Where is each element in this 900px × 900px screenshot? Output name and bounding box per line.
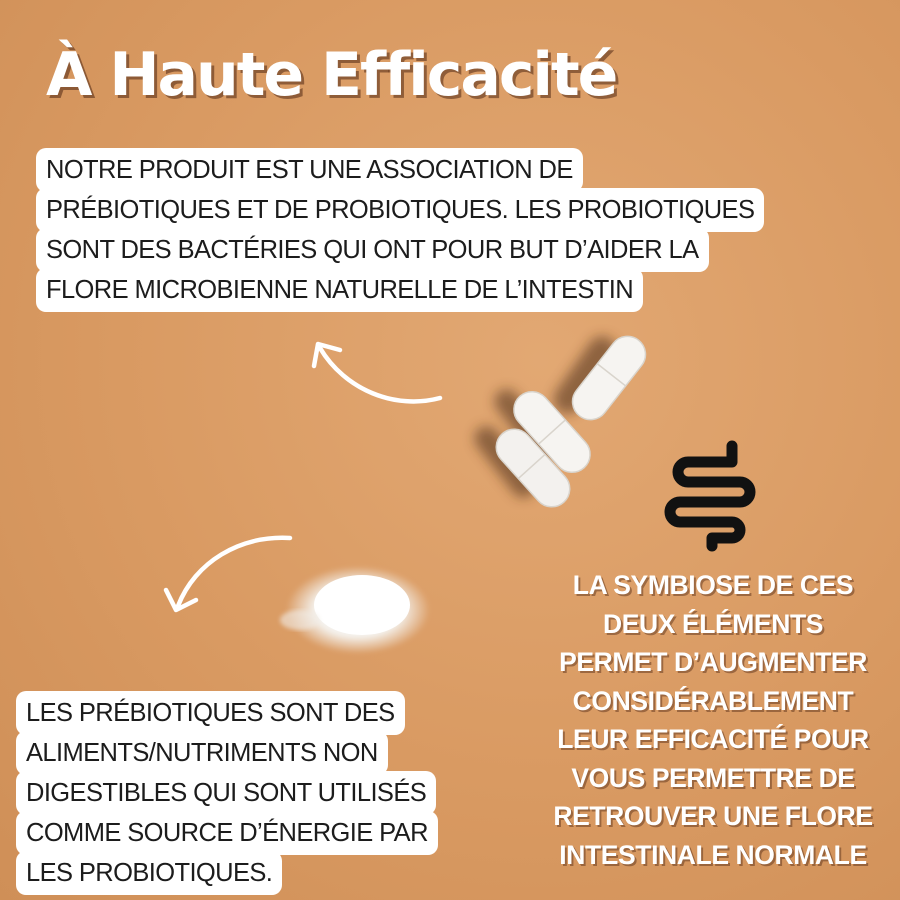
bottom-box-line: LES PROBIOTIQUES. [16,851,282,895]
bottom-box-line: COMME SOURCE D’ÉNERGIE PAR [16,811,438,855]
symbiose-line: VOUS PERMETTRE DE [571,762,855,793]
symbiose-line: INTESTINALE NORMALE [559,839,867,870]
bottom-text-box [16,695,438,895]
symbiose-text [540,566,886,874]
bottom-box-line: ALIMENTS/NUTRIMENTS NON [16,731,388,775]
top-text-box [36,152,764,312]
page-title: À Haute Efficacité [46,40,617,110]
symbiose-line: LA SYMBIOSE DE CES [572,570,854,600]
top-box-line: FLORE MICROBIENNE NATURELLE DE L’INTESTIN [36,268,643,312]
top-box-line: SONT DES BACTÉRIES QUI ONT POUR BUT D’AIDER LA [36,228,709,272]
curved-arrow-up-left-icon [314,344,440,401]
bottom-box-line: LES PRÉBIOTIQUES SONT DES [16,691,405,735]
symbiose-line: RETROUVER UNE FLORE [553,801,873,831]
intestine-icon [670,446,750,546]
symbiose-line: LEUR EFFICACITÉ POUR [557,724,869,754]
curved-arrow-down-left-icon [166,538,290,610]
symbiose-line: DEUX ÉLÉMENTS [602,608,824,639]
symbiose-line: PERMET D’AUGMENTER [559,647,867,677]
powder-pile [280,566,430,654]
bottom-box-line: DIGESTIBLES QUI SONT UTILISÉS [16,771,436,815]
top-box-line: PRÉBIOTIQUES ET DE PROBIOTIQUES. LES PROBIOTIQUES [36,188,764,232]
symbiose-line: CONSIDÉRABLEMENT [572,685,854,716]
top-box-line: NOTRE PRODUIT EST UNE ASSOCIATION DE [36,148,583,192]
